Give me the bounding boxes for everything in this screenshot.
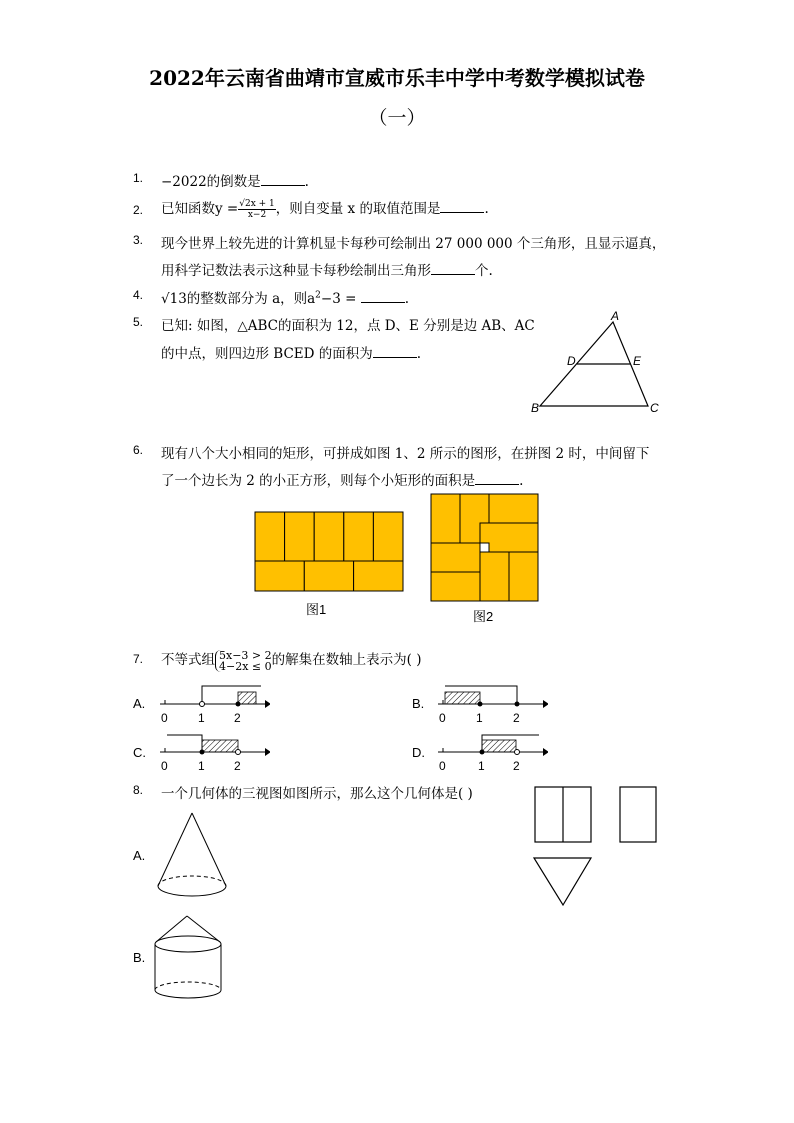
tile	[344, 512, 374, 561]
question-text-line1: 已知: 如图，△ABC的面积为 12，点 D、E 分别是边 AB、AC	[161, 318, 535, 334]
figure-2-tiles	[430, 493, 541, 604]
question-number: 6.	[133, 443, 144, 457]
tile	[304, 561, 353, 591]
tile	[509, 552, 538, 601]
option-c-number-line[interactable]	[155, 732, 270, 776]
top-view	[534, 858, 591, 905]
tick-2: 2	[234, 711, 241, 725]
option-a-label[interactable]: A.	[133, 696, 146, 711]
option-d-number-line[interactable]	[433, 732, 548, 776]
question-number: 2.	[133, 203, 144, 217]
option-b-label[interactable]: B.	[412, 696, 425, 711]
option-a-label[interactable]: A.	[133, 848, 146, 863]
hatched-region	[238, 692, 256, 704]
page-subtitle: （一）	[368, 107, 426, 129]
tile	[431, 572, 480, 601]
hatched-region	[482, 740, 516, 752]
answer-blank[interactable]	[440, 200, 484, 213]
question-text-line2: 用科学记数法表示这种显卡每秒绘制出三角形 个.	[161, 263, 493, 279]
question-text: −2022的倒数是 .	[161, 174, 309, 190]
option-c-label[interactable]: C.	[133, 745, 146, 760]
answer-blank[interactable]	[373, 345, 417, 358]
tile	[255, 561, 304, 591]
inequality-system: 5x−3 > 2 4−2x ≤ 0	[215, 650, 272, 672]
tick-2: 2	[513, 759, 520, 773]
question-number: 1.	[133, 171, 144, 185]
question-number: 7.	[133, 652, 144, 666]
tick-1: 1	[198, 711, 205, 725]
open-point	[200, 702, 205, 707]
center-gap-square	[480, 543, 489, 552]
closed-point	[515, 702, 520, 707]
tile	[431, 494, 460, 543]
label-d: D	[567, 354, 576, 368]
option-b-cone-cylinder[interactable]	[148, 912, 233, 1007]
tile	[285, 512, 315, 561]
question-text-line2: 了一个边长为 2 的小正方形，则每个小矩形的面积是 .	[161, 473, 524, 489]
question-number: 4.	[133, 288, 144, 302]
figure-1-caption: 图1	[306, 602, 327, 617]
tick-1: 1	[478, 759, 485, 773]
arrow-icon	[543, 700, 548, 708]
question-text: √13的整数部分为 a，则$a^2-3$ = .	[161, 290, 410, 307]
label-e: E	[633, 354, 642, 368]
answer-blank[interactable]	[361, 290, 405, 303]
closed-point	[478, 702, 483, 707]
closed-point	[236, 702, 241, 707]
question-text: 不等式组 5x−3 > 2 4−2x ≤ 0 的解集在数轴上表示为( )	[161, 648, 422, 673]
label-c: C	[650, 401, 659, 415]
arrow-icon	[265, 748, 270, 756]
open-point	[236, 750, 241, 755]
tick-1: 1	[198, 759, 205, 773]
question-number: 8.	[133, 783, 144, 797]
question-text-line1: 现有八个大小相同的矩形，可拼成如图 1、2 所示的图形，在拼图 2 时，中间留下	[161, 446, 650, 462]
solution-bracket	[167, 735, 202, 752]
option-b-label[interactable]: B.	[133, 950, 146, 965]
option-b-number-line[interactable]	[433, 683, 548, 731]
tile	[431, 543, 480, 572]
tick-0: 0	[439, 759, 446, 773]
question-text: 一个几何体的三视图如图所示，那么这个几何体是( )	[161, 786, 473, 802]
answer-blank[interactable]	[431, 262, 475, 275]
tick-0: 0	[439, 711, 446, 725]
triangle-abc-figure	[525, 305, 670, 420]
tile	[255, 512, 285, 561]
tick-0: 0	[161, 759, 168, 773]
tick-0: 0	[161, 711, 168, 725]
tile	[314, 512, 344, 561]
arrow-icon	[543, 748, 548, 756]
option-a-number-line[interactable]	[155, 683, 270, 731]
arrow-icon	[265, 700, 270, 708]
option-a-cone[interactable]	[150, 808, 235, 903]
tile	[354, 561, 403, 591]
option-d-label[interactable]: D.	[412, 745, 425, 760]
question-text: 已知函数y = $\frac{√2x + 1}{x-2}$ ，则自变量 x 的取值范围是 .	[161, 199, 489, 220]
question-text-line1: 现今世界上较先进的计算机显卡每秒可绘制出 27 000 000 个三角形，且显示逼真，	[161, 236, 666, 252]
label-a: A	[611, 309, 620, 323]
tick-2: 2	[513, 711, 520, 725]
question-text-line2: 的中点，则四边形 BCED 的面积为 .	[161, 346, 422, 362]
answer-blank[interactable]	[261, 173, 305, 186]
closed-point	[480, 750, 485, 755]
closed-point	[200, 750, 205, 755]
tile	[489, 494, 538, 523]
hatched-region	[445, 692, 480, 704]
tick-2: 2	[234, 759, 241, 773]
figure-1-tiles	[254, 511, 404, 593]
tick-1: 1	[476, 711, 483, 725]
label-b: B	[531, 401, 540, 415]
open-point	[515, 750, 520, 755]
tile	[480, 552, 509, 601]
side-view	[620, 787, 656, 842]
page-title: 2022年云南省曲靖市宣威市乐丰中学中考数学模拟试卷	[149, 66, 645, 90]
answer-blank[interactable]	[475, 472, 519, 485]
three-view-drawing	[530, 782, 665, 912]
question-number: 5.	[133, 315, 144, 329]
hatched-region	[202, 740, 238, 752]
fraction: $\frac{√2x + 1}{x-2}$	[239, 199, 275, 220]
figure-2-caption: 图2	[473, 609, 494, 624]
tile	[373, 512, 403, 561]
question-number: 3.	[133, 233, 144, 247]
